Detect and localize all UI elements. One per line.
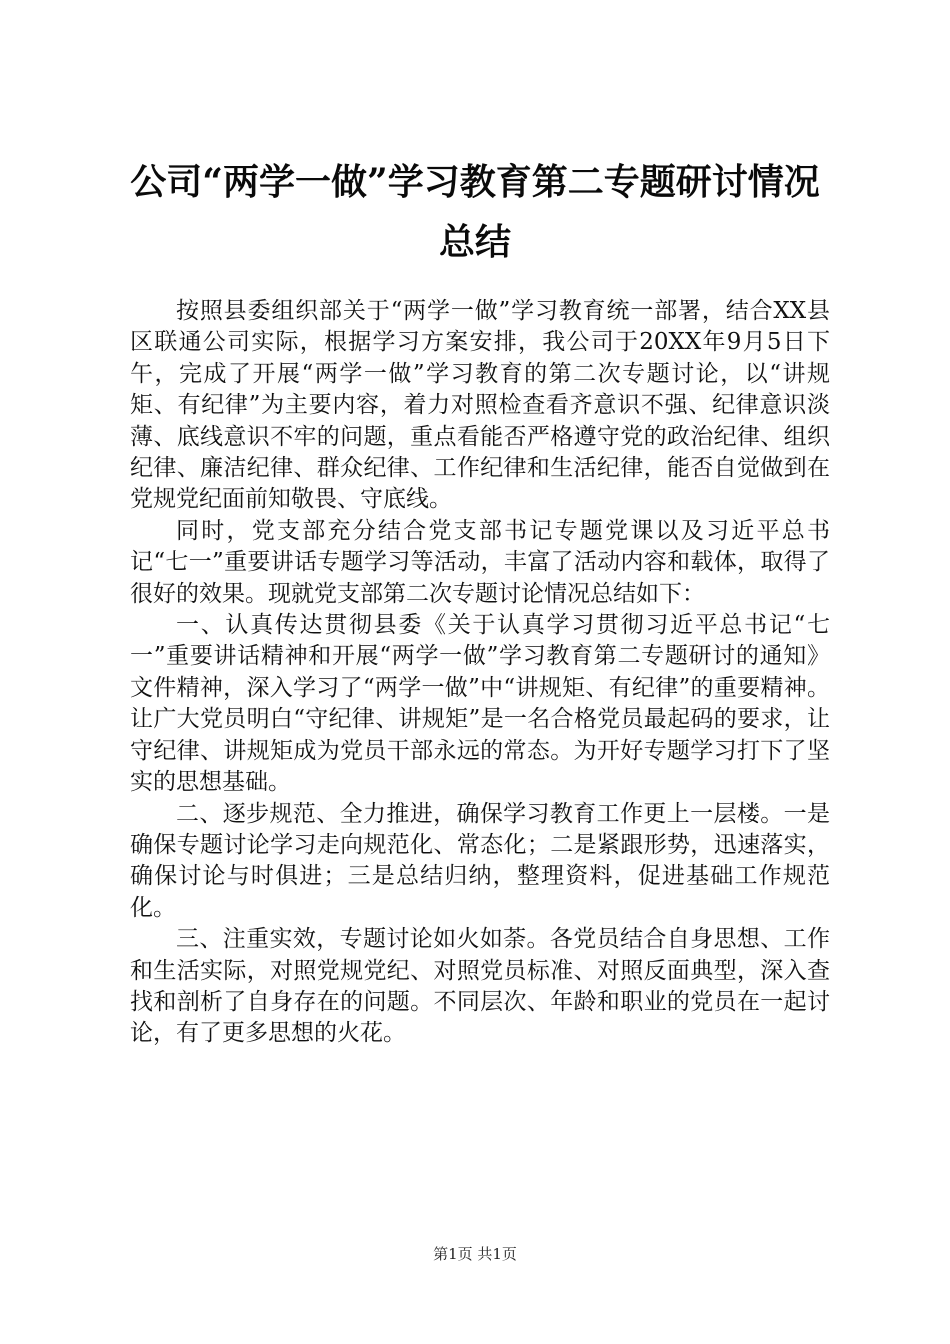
paragraph-point-2: 二、逐步规范、全力推进，确保学习教育工作更上一层楼。一是确保专题讨论学习走向规范化、常态化；二是紧跟形势，迅速落实，确保讨论与时俱进；三是总结归纳，整理资料，促进基础工作规范化。 bbox=[130, 800, 830, 921]
document-title-line-2: 总结 bbox=[438, 221, 511, 263]
paragraph-point-3: 三、注重实效，专题讨论如火如荼。各党员结合自身思想、工作和生活实际，对照党规党纪、对照党员标准、对照反面典型，深入查找和剖析了自身存在的问题。不同层次、年龄和职业的党员在一起讨论，有了更多思想的火花。 bbox=[130, 926, 830, 1047]
page-number-footer: 第1页 共1页 bbox=[433, 1245, 517, 1263]
document-title-line-1: 公司“两学一做”学习教育第二专题研讨情况 bbox=[130, 161, 820, 203]
document-body bbox=[130, 296, 830, 1050]
paragraph-intro: 按照县委组织部关于“两学一做”学习教育统一部署，结合XX县区联通公司实际，根据学习方案安排，我公司于20XX年9月5日下午，完成了开展“两学一做”学习教育的第二次专题讨论，以“讲规矩、有纪律”为主要内容，着力对照检查看齐意识不强、纪律意识淡薄、底线意识不牢的问题，重点看能否严格遵守党的政治纪律、组织纪律、廉洁纪律、群众纪律、工作纪律和生活纪律，能否自觉做到在党规党纪面前知敬畏、守底线。 bbox=[130, 298, 830, 513]
paragraph-point-1: 一、认真传达贯彻县委《关于认真学习贯彻习近平总书记“七一”重要讲话精神和开展“两学一做”学习教育第二专题研讨的通知》文件精神，深入学习了“两学一做”中“讲规矩、有纪律”的重要精神。让广大党员明白“守纪律、讲规矩”是一名合格党员最起码的要求，让守纪律、讲规矩成为党员干部永远的常态。为开好专题学习打下了坚实的思想基础。 bbox=[130, 612, 830, 796]
paragraph-summary: 同时，党支部充分结合党支部书记专题党课以及习近平总书记“七一”重要讲话专题学习等活动，丰富了活动内容和载体，取得了很好的效果。现就党支部第二次专题讨论情况总结如下： bbox=[130, 517, 830, 607]
